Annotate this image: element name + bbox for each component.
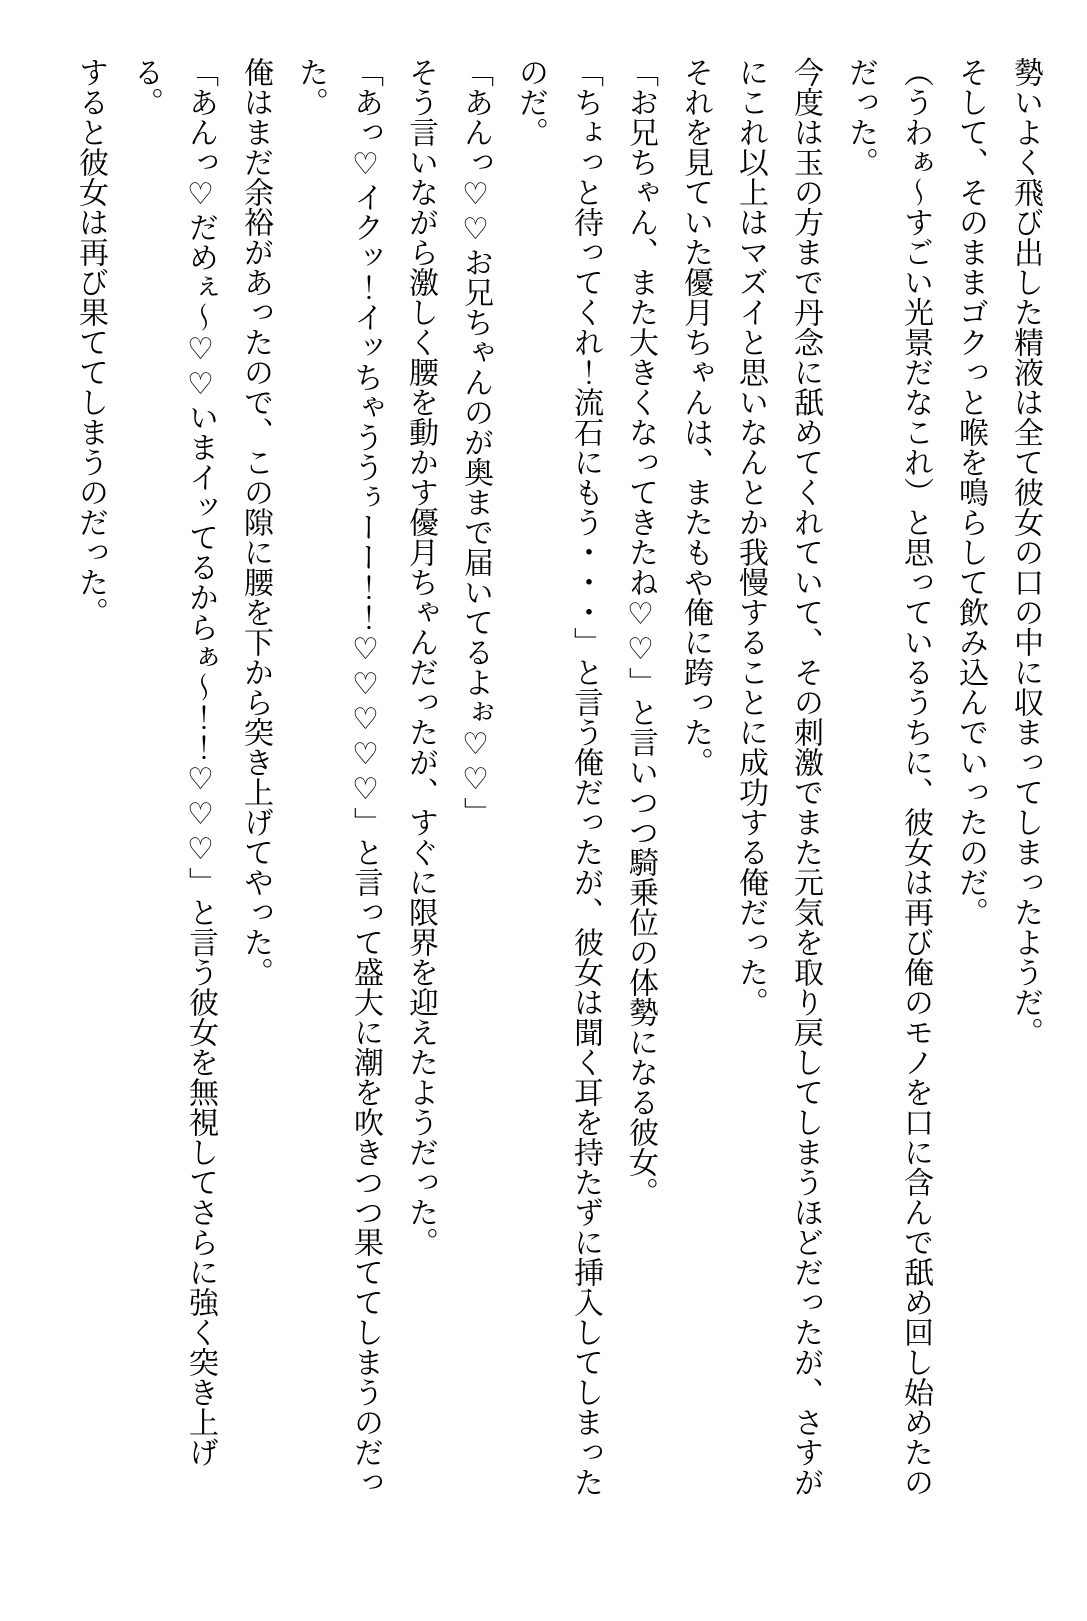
- novel-text: [63, 57, 1053, 1505]
- paragraph: そして、そのままゴクっと喉を鳴らして飲み込んでいったのだ。: [954, 57, 987, 927]
- paragraph: 俺はまだ余裕があったので、この隙に腰を下から突き上げてやった。: [239, 57, 272, 987]
- paragraph: 「あんっ♡♡お兄ちゃんのが奥まで届いてるよぉ♡♡」: [459, 57, 492, 827]
- paragraph: 「お兄ちゃん、また大きくなってきたね♡♡」と言いつつ騎乗位の体勢になる彼女。: [624, 57, 657, 1207]
- paragraph: それを見ていた優月ちゃんは、またもや俺に跨った。: [679, 57, 712, 777]
- paragraph: 「ちょっと待ってくれ！流石にもう・・・」と言う俺だったが、彼女は聞く耳を持たずに挿入してしまったのだ。: [514, 57, 602, 1497]
- paragraph: そう言いながら激しく腰を動かす優月ちゃんだったが、すぐに限界を迎えたようだった。: [404, 57, 437, 1257]
- paragraph: 勢いよく飛び出した精液は全て彼女の口の中に収まってしまったようだ。: [1009, 57, 1042, 1047]
- paragraph: 「あんっ♡だめぇ～♡♡いまイッてるからぁ～！！♡♡♡」と言う彼女を無視してさらに強く突き上げる。: [129, 57, 217, 1467]
- paragraph: 今度は玉の方まで丹念に舐めてくれていて、その刺激でまた元気を取り戻してしまうほどだったが、さすがにこれ以上はマズイと思いなんとか我慢することに成功する俺だった。: [734, 57, 822, 1497]
- paragraph: （うわぁ～すごい光景だなこれ）と思っているうちに、彼女は再び俺のモノを口に含んで舐め回し始めたのだった。: [844, 57, 932, 1497]
- paragraph: すると彼女は再び果ててしまうのだった。: [74, 57, 107, 627]
- paragraph: 「あっ♡イクッ！イッちゃううぅーー！！♡♡♡♡♡」と言って盛大に潮を吹きつつ果ててしまうのだった。: [294, 57, 382, 1497]
